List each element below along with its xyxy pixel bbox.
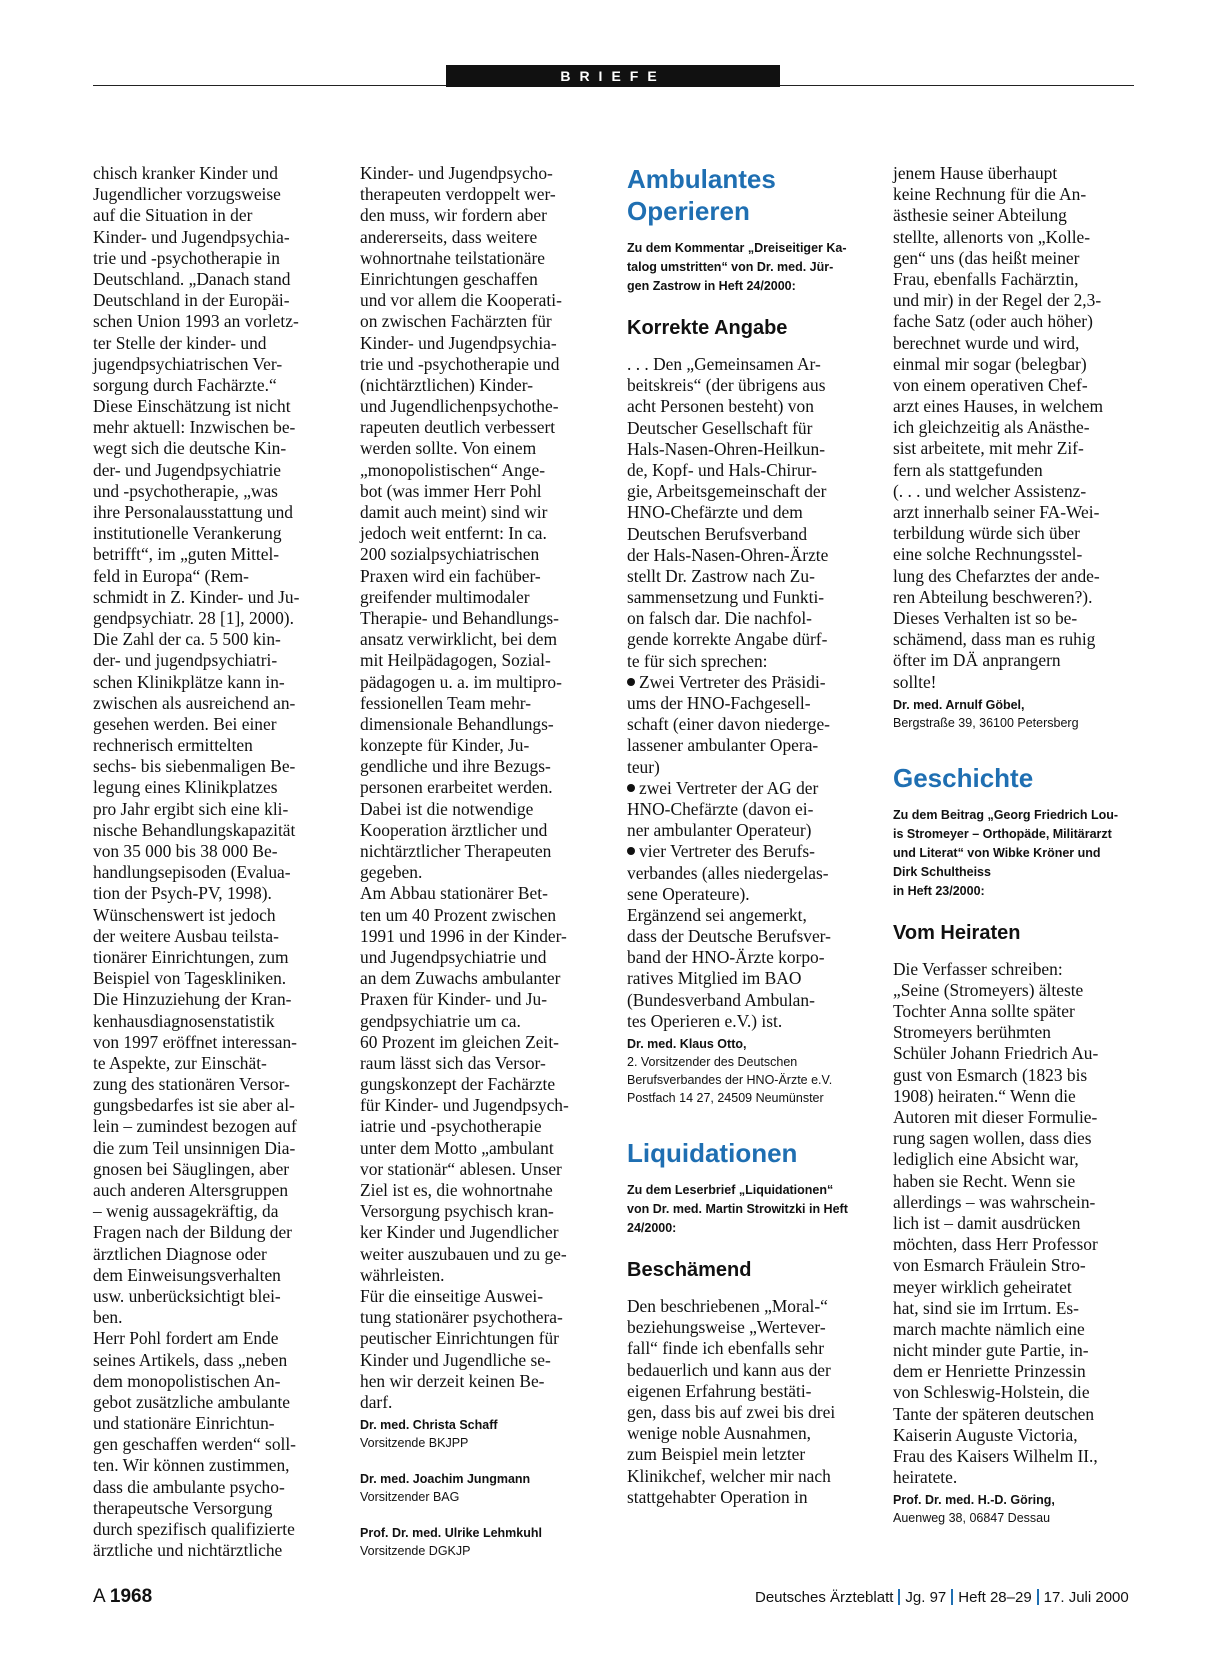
text-line: von 1997 eröffnet interessan-: [93, 1031, 297, 1052]
reference-line: von Dr. med. Martin Strowitzki in Heft: [627, 1202, 848, 1216]
text-line: möchten, dass Herr Professor: [893, 1234, 1098, 1255]
text-line: Jugendlicher vorzugsweise: [93, 184, 281, 205]
text-line: gendpsychiatrie um ca.: [360, 1010, 521, 1031]
section-title: Geschichte: [893, 762, 1034, 793]
bullet-text: sene Operateure).: [627, 883, 750, 904]
section-gap: [893, 732, 1137, 762]
text-line: Deutschland. „Danach stand: [93, 268, 291, 289]
text-line: dem monopolistischen An-: [93, 1370, 281, 1391]
bullet-line: [627, 714, 872, 735]
text-line: von 35 000 bis 38 000 Be-: [93, 841, 278, 861]
text-line: einmal mir sogar (belegbar): [893, 353, 1087, 374]
issue-date: 17. Juli 2000: [1043, 1589, 1129, 1606]
bullet-line: [627, 841, 872, 862]
text-line: Dabei ist die notwendige: [360, 798, 534, 819]
text-line: bot (was immer Herr Pohl: [360, 480, 542, 501]
section-reference: [893, 806, 1137, 901]
text-line: für Kinder- und Jugendpsych-: [360, 1095, 569, 1116]
bullet-text: schaft (einer davon niederge-: [627, 714, 830, 735]
text-line: . . . Den „Gemeinsamen Ar-: [627, 354, 821, 374]
text-line: pädagogen u. a. im multipro-: [360, 671, 562, 692]
text-line: der- und jugendpsychiatri-: [93, 650, 278, 671]
text-line: march machte nämlich eine: [893, 1318, 1085, 1339]
section-reference: [627, 239, 872, 296]
text-line: unter dem Motto „ambulant: [360, 1137, 554, 1158]
section-title: Operieren: [627, 196, 750, 226]
text-line: währleisten.: [360, 1264, 445, 1285]
text-line: tion der Psych-PV, 1998).: [93, 883, 272, 904]
text-line: beziehungsweise „Wertever-: [627, 1317, 826, 1338]
text-line: Die Verfasser schreiben:: [893, 958, 1063, 979]
bullet-text: ums der HNO-Fachgesell-: [627, 693, 811, 713]
text-line: sollte!: [893, 671, 937, 692]
text-line: handlungsepisoden (Evalua-: [93, 862, 291, 883]
text-line: de, Kopf- und Hals-Chirur-: [627, 459, 817, 480]
text-line: jedoch weit entfernt: In ca.: [360, 523, 547, 544]
signature-role: Vorsitzende BKJPP: [360, 1436, 469, 1451]
footer-separator: [898, 1589, 900, 1605]
journal-name: Deutsches Ärzteblatt: [755, 1589, 894, 1606]
signature-name: Dr. med. Arnulf Göbel,: [893, 697, 1025, 712]
text-line: lediglich eine Absicht war,: [893, 1149, 1079, 1170]
text-line: dimensionale Behandlungs-: [360, 713, 554, 734]
bullet-text: lassener ambulanter Opera-: [627, 735, 819, 756]
letter-headline: Beschämend: [627, 1259, 752, 1281]
text-line: dass die ambulante psycho-: [93, 1476, 285, 1497]
column-3: [627, 163, 872, 1508]
signature-address: Berufsverbandes der HNO-Ärzte e.V.: [627, 1073, 833, 1087]
bullet-text: Zwei Vertreter des Präsidi-: [639, 671, 826, 692]
text-line: rung sagen wollen, dass dies: [893, 1128, 1092, 1149]
text-line: ihre Personalausstattung und: [93, 502, 293, 522]
text-line: te für sich sprechen:: [627, 650, 768, 671]
reference-line: in Heft 23/2000:: [893, 883, 985, 898]
signature: [360, 1470, 602, 1506]
text-line: gendpsychiatr. 28 [1], 2000).: [93, 607, 294, 628]
text-line: Frau, ebenfalls Fachärztin,: [893, 268, 1079, 289]
footer-separator: [951, 1589, 953, 1605]
signature-name: Dr. med. Joachim Jungmann: [360, 1472, 531, 1487]
text-line: Einrichtungen geschaffen: [360, 268, 538, 289]
text-line: fache Satz (oder auch höher): [893, 311, 1093, 332]
text-line: ästhesie seiner Abteilung: [893, 205, 1067, 226]
text-line: band der HNO-Ärzte korpo-: [627, 947, 825, 968]
text-line: lung des Chefarztes der ande-: [893, 565, 1100, 586]
text-line: lich ist – damit ausdrücken: [893, 1212, 1081, 1233]
text-line: Deutschland in der Europäi-: [93, 290, 290, 311]
text-line: hat, sind sie im Irrtum. Es-: [893, 1297, 1079, 1318]
text-line: arzt eines Hauses, in welchem: [893, 396, 1104, 417]
text-line: tes Operieren e.V.) ist.: [627, 1010, 783, 1031]
text-line: und vor allem die Kooperati-: [360, 290, 562, 311]
text-line: gen geschaffen werden“ soll-: [93, 1434, 296, 1455]
text-line: dem er Henriette Prinzessin: [893, 1361, 1086, 1382]
signature-name: Prof. Dr. med. Ulrike Lehmkuhl: [360, 1526, 542, 1541]
section-title: Liquidationen: [627, 1138, 798, 1168]
text-line: wenige noble Ausnahmen,: [627, 1423, 812, 1444]
letter-headline: Vom Heiraten: [893, 921, 1021, 944]
bullet-line: [627, 693, 872, 714]
reference-line: talog umstritten“ von Dr. med. Jür-: [627, 260, 834, 274]
text-line: der- und Jugendpsychiatrie: [93, 459, 281, 480]
bullet-text: zwei Vertreter der AG der: [639, 777, 819, 798]
text-line: 200 sozialpsychiatrischen: [360, 544, 540, 565]
text-line: greifender multimodaler: [360, 586, 530, 607]
text-line: gesehen werden. Bei einer: [93, 713, 277, 734]
text-line: andererseits, dass weitere: [360, 226, 538, 247]
reference-line: Zu dem Beitrag „Georg Friedrich Lou-: [893, 807, 1119, 822]
text-line: Kinder- und Jugendpsycho-: [360, 163, 553, 183]
column-4: [893, 163, 1137, 1527]
bullet-line: [627, 672, 872, 693]
signature: [360, 1524, 602, 1560]
text-line: den muss, wir fordern aber: [360, 205, 547, 226]
text-line: stellte, allenorts von „Kolle-: [893, 226, 1091, 247]
reference-line: Zu dem Kommentar „Dreiseitiger Ka-: [627, 241, 847, 255]
text-line: Kaiserin Auguste Victoria,: [893, 1424, 1078, 1445]
text-line: Schüler Johann Friedrich Au-: [893, 1043, 1099, 1064]
text-line: (nichtärztlichen) Kinder-: [360, 374, 533, 395]
text-line: zung des stationären Versor-: [93, 1074, 290, 1095]
text-line: Kinder und Jugendliche se-: [360, 1349, 551, 1370]
text-line: betrifft“, im „guten Mittel-: [93, 544, 280, 565]
bullet-line: [627, 735, 872, 756]
text-line: Deutschen Berufsverband: [627, 523, 808, 544]
text-line: on zwischen Fachärzten für: [360, 311, 552, 332]
text-line: ärztliche und nichtärztliche: [93, 1540, 283, 1561]
text-line: usw. unberücksichtigt blei-: [93, 1285, 281, 1306]
text-line: Hals-Nasen-Ohren-Heilkun-: [627, 438, 825, 459]
text-line: ten. Wir können zustimmen,: [93, 1455, 290, 1476]
bullet-text: teur): [627, 756, 660, 777]
text-line: von einem operativen Chef-: [893, 374, 1088, 395]
text-line: und Jugendpsychiatrie und: [360, 946, 547, 967]
text-line: ren Abteilung beschweren?).: [893, 586, 1093, 607]
text-line: nichtärztlicher Therapeuten: [360, 841, 552, 861]
text-line: sechs- bis siebenmaligen Be-: [93, 756, 296, 777]
text-line: vor stationär“ ablesen. Unser: [360, 1158, 562, 1179]
signature-name: Prof. Dr. med. H.-D. Göring,: [893, 1493, 1055, 1508]
text-line: Praxen wird ein fachüber-: [360, 565, 541, 586]
text-line: gendliche und ihre Bezugs-: [360, 756, 551, 777]
text-line: – wenig aussagekräftig, da: [93, 1201, 279, 1222]
text-line: Kooperation ärztlicher und: [360, 819, 548, 840]
page-prefix: A: [93, 1586, 105, 1607]
text-line: stellt Dr. Zastrow nach Zu-: [627, 565, 815, 586]
text-line: Fragen nach der Bildung der: [93, 1222, 292, 1243]
text-line: der weitere Ausbau teilsta-: [93, 925, 279, 946]
text-line: Dieses Verhalten ist so be-: [893, 607, 1078, 628]
text-line: therapeuten verdoppelt wer-: [360, 184, 556, 205]
page-number: [93, 1586, 152, 1608]
text-line: arzt innerhalb seiner FA-Wei-: [893, 502, 1100, 522]
text-line: (Bundesverband Ambulan-: [627, 989, 815, 1010]
text-line: on falsch dar. Die nachfol-: [627, 608, 812, 629]
signature-address: Postfach 14 27, 24509 Neumünster: [627, 1091, 824, 1105]
text-line: institutionelle Verankerung: [93, 523, 282, 544]
bullet-icon: [627, 678, 635, 686]
text-line: ben.: [93, 1307, 123, 1328]
volume: Jg. 97: [905, 1589, 947, 1606]
bullet-line: [627, 757, 872, 778]
column-2: [360, 163, 602, 1578]
text-line: und stationäre Einrichtun-: [93, 1413, 275, 1434]
text-line: dem Einweisungsverhalten: [93, 1264, 281, 1285]
text-line: schämend, dass man es ruhig: [893, 629, 1096, 650]
text-line: Die Zahl der ca. 5 500 kin-: [93, 629, 281, 650]
text-line: rechnerisch ermittelten: [93, 735, 253, 756]
page-number-value: 1968: [109, 1586, 153, 1607]
text-line: ter Stelle der kinder- und: [93, 332, 267, 353]
text-line: fall“ finde ich ebenfalls sehr: [627, 1338, 825, 1359]
text-line: lein – zumindest bezogen auf: [93, 1116, 297, 1137]
text-line: jenem Hause überhaupt: [893, 163, 1058, 183]
text-line: darf.: [360, 1391, 393, 1412]
section-title: Ambulantes: [627, 164, 776, 194]
footer-separator: [1037, 1589, 1039, 1605]
text-line: der Hals-Nasen-Ohren-Ärzte: [627, 544, 829, 565]
text-line: sammensetzung und Funkti-: [627, 587, 825, 608]
text-line: Autoren mit dieser Formulie-: [893, 1107, 1098, 1127]
text-line: bedauerlich und kann aus der: [627, 1359, 831, 1380]
signature-name: Dr. med. Christa Schaff: [360, 1418, 498, 1433]
text-line: haben sie Recht. Wenn sie: [893, 1170, 1076, 1191]
bullet-icon: [627, 847, 635, 855]
text-line: peutischer Einrichtungen für: [360, 1328, 559, 1349]
signature: [360, 1416, 602, 1452]
reference-line: gen Zastrow in Heft 24/2000:: [627, 279, 796, 293]
bullet-text: verbandes (alles niedergelas-: [627, 862, 829, 883]
text-line: sorgung durch Fachärzte.“: [93, 374, 277, 395]
text-line: gust von Esmarch (1823 bis: [893, 1064, 1088, 1085]
section-reference: [627, 1181, 872, 1238]
text-line: öfter im DÄ anprangern: [893, 650, 1061, 671]
bullet-text: HNO-Chefärzte (davon ei-: [627, 798, 814, 819]
text-line: te Aspekte, zur Einschät-: [93, 1052, 267, 1073]
text-line: Die Hinzuziehung der Kran-: [93, 989, 292, 1010]
bullet-line: [627, 820, 872, 841]
text-line: gende korrekte Angabe dürf-: [627, 629, 828, 650]
text-line: tung stationärer psychothera-: [360, 1307, 563, 1328]
text-line: zum Beispiel mein letzter: [627, 1444, 806, 1465]
text-line: rapeuten deutlich verbessert: [360, 417, 556, 438]
text-line: gen“ uns (das heißt meiner: [893, 247, 1080, 268]
text-line: Deutscher Gesellschaft für: [627, 417, 813, 438]
text-line: acht Personen besteht) von: [627, 396, 814, 417]
text-line: keine Rechnung für die An-: [893, 184, 1087, 205]
text-line: Ergänzend sei angemerkt,: [627, 904, 807, 925]
signature-name: Dr. med. Klaus Otto,: [627, 1037, 747, 1051]
text-line: sist arbeitete, mit mehr Zif-: [893, 438, 1084, 459]
text-line: Herr Pohl fordert am Ende: [93, 1328, 279, 1349]
text-line: Therapie- und Behandlungs-: [360, 607, 559, 628]
text-line: „monopolistischen“ Ange-: [360, 459, 545, 480]
text-line: mit Heilpädagogen, Sozial-: [360, 650, 551, 671]
text-line: Diese Einschätzung ist nicht: [93, 396, 291, 417]
text-line: Wünschenswert ist jedoch: [93, 904, 276, 925]
text-line: nische Behandlungskapazität: [93, 819, 296, 840]
text-line: meyer wirklich geheiratet: [893, 1276, 1072, 1297]
text-line: tionärer Einrichtungen, zum: [93, 946, 289, 967]
text-line: legung eines Klinikplatzes: [93, 777, 278, 798]
text-line: schmidt in Z. Kinder- und Ju-: [93, 586, 300, 607]
text-line: zwischen als ausreichend an-: [93, 692, 296, 713]
reference-line: 24/2000:: [627, 1221, 677, 1235]
text-line: ärztlichen Diagnose oder: [93, 1243, 267, 1264]
text-line: beitskreis“ (der übrigens aus: [627, 375, 826, 396]
text-line: stattgehabter Operation in: [627, 1486, 808, 1507]
text-line: gebot zusätzliche ambulante: [93, 1391, 291, 1412]
bullet-line: [627, 799, 872, 820]
text-line: 1908) heiraten.“ Wenn die: [893, 1085, 1076, 1106]
letter-headline: Korrekte Angabe: [627, 317, 788, 339]
bullet-text: ner ambulanter Operateur): [627, 820, 812, 841]
text-line: 1991 und 1996 in der Kinder-: [360, 925, 567, 946]
text-line: und Jugendlichenpsychothe-: [360, 396, 559, 417]
text-line: dass der Deutsche Berufsver-: [627, 926, 831, 947]
text-line: von Schleswig-Holstein, die: [893, 1382, 1090, 1403]
text-line: HNO-Chefärzte und dem: [627, 502, 803, 523]
text-line: seines Artikels, dass „neben: [93, 1349, 288, 1370]
text-line: Versorgung psychisch kran-: [360, 1201, 554, 1222]
text-line: hen wir derzeit keinen Be-: [360, 1370, 545, 1391]
text-line: wohnortnahe teilstationäre: [360, 247, 545, 268]
text-line: (. . . und welcher Assistenz-: [893, 480, 1087, 501]
text-line: werden sollte. Von einem: [360, 438, 537, 459]
signature-address: 2. Vorsitzender des Deutschen: [627, 1055, 798, 1069]
text-line: gen, dass bis auf zwei bis drei: [627, 1401, 836, 1422]
text-line: „Seine (Stromeyers) älteste: [893, 979, 1084, 1000]
text-line: Klinikchef, welcher mir nach: [627, 1465, 831, 1486]
text-line: konzepte für Kinder, Ju-: [360, 735, 530, 756]
signature-role: Vorsitzende DGKJP: [360, 1544, 471, 1559]
text-line: berechnet wurde und wird,: [893, 332, 1080, 353]
reference-line: Zu dem Leserbrief „Liquidationen“: [627, 1183, 834, 1197]
text-line: eigenen Erfahrung bestäti-: [627, 1380, 812, 1401]
text-line: raum lässt sich das Versor-: [360, 1052, 546, 1073]
text-line: schen Union 1993 an vorletz-: [93, 311, 299, 332]
text-line: Am Abbau stationärer Bet-: [360, 883, 548, 904]
text-line: iatrie und -psychotherapie: [360, 1116, 542, 1137]
text-line: wegt sich die deutsche Kin-: [93, 438, 287, 459]
text-line: gegeben.: [360, 862, 423, 883]
text-line: feld in Europa“ (Rem-: [93, 565, 249, 586]
text-line: fessionellen Team mehr-: [360, 692, 531, 713]
journal-footer: [755, 1589, 1129, 1606]
text-line: trie und -psychotherapie in: [93, 247, 280, 268]
text-line: von Esmarch Fräulein Stro-: [893, 1255, 1086, 1276]
text-line: Kinder- und Jugendpsychia-: [93, 226, 290, 247]
text-line: Tante der späteren deutschen: [893, 1403, 1095, 1424]
text-line: ansatz verwirklicht, bei dem: [360, 629, 558, 650]
reference-line: is Stromeyer – Orthopäde, Militärarzt: [893, 826, 1112, 841]
text-line: und -psychotherapie, „was: [93, 480, 278, 501]
text-line: Praxen für Kinder- und Ju-: [360, 989, 548, 1010]
text-line: schen Klinikplätze kann in-: [93, 671, 285, 692]
text-line: heiratete.: [893, 1467, 958, 1488]
text-line: eine solche Rechnungsstel-: [893, 544, 1083, 565]
text-line: gnosen bei Säuglingen, aber: [93, 1158, 290, 1179]
text-line: therapeutsche Versorgung: [93, 1497, 273, 1518]
text-line: jugendpsychiatrischen Ver-: [93, 353, 283, 374]
bullet-line: [627, 863, 872, 884]
text-line: durch spezifisch qualifizierte: [93, 1519, 295, 1539]
text-line: auch anderen Altersgruppen: [93, 1180, 289, 1200]
column-1: [93, 163, 333, 1561]
text-line: 60 Prozent im gleichen Zeit-: [360, 1031, 559, 1052]
text-line: ker Kinder und Jugendlicher: [360, 1222, 559, 1243]
text-line: terbildung würde sich über: [893, 523, 1080, 544]
text-line: Kinder- und Jugendpsychia-: [360, 332, 557, 353]
text-line: und mir) in der Regel der 2,3-: [893, 290, 1102, 311]
text-line: gungsbedarfes ist sie aber al-: [93, 1095, 295, 1116]
signature-address: Auenweg 38, 06847 Dessau: [893, 1511, 1051, 1526]
text-line: Frau des Kaisers Wilhelm II.,: [893, 1446, 1098, 1466]
text-line: ten um 40 Prozent zwischen: [360, 904, 557, 925]
text-line: Tochter Anna sollte später: [893, 1001, 1075, 1022]
text-line: trie und -psychotherapie und: [360, 353, 560, 374]
signature-role: Vorsitzender BAG: [360, 1490, 460, 1505]
text-line: Stromeyers berühmten: [893, 1022, 1051, 1043]
bullet-line: [627, 884, 872, 905]
section-label: BRIEFE: [446, 65, 780, 87]
text-line: ich gleichzeitig als Anästhe-: [893, 417, 1090, 438]
text-line: nicht minder gute Partie, in-: [893, 1340, 1089, 1361]
text-line: fern als stattgefunden: [893, 459, 1043, 480]
text-line: personen erarbeitet werden.: [360, 777, 553, 798]
signature-address: Bergstraße 39, 36100 Petersberg: [893, 715, 1079, 730]
text-line: allerdings – was wahrschein-: [893, 1191, 1096, 1212]
section-gap: [627, 1107, 872, 1137]
issue: Heft 28–29: [958, 1589, 1032, 1606]
text-line: gungskonzept der Fachärzte: [360, 1074, 556, 1095]
text-line: chisch kranker Kinder und: [93, 163, 278, 183]
text-line: Beispiel von Tageskliniken.: [93, 968, 287, 989]
reference-line: Dirk Schultheiss: [893, 864, 991, 879]
text-line: ratives Mitglied im BAO: [627, 968, 802, 989]
bullet-text: vier Vertreter des Berufs-: [639, 841, 815, 862]
bullet-line: [627, 778, 872, 799]
text-line: auf die Situation in der: [93, 205, 253, 226]
text-line: Ziel ist es, die wohnortnahe: [360, 1180, 553, 1200]
text-line: mehr aktuell: Inzwischen be-: [93, 417, 296, 438]
text-line: Für die einseitige Auswei-: [360, 1285, 544, 1306]
text-line: weiter auszubauen und zu ge-: [360, 1243, 567, 1264]
text-line: die zum Teil unsinnigen Dia-: [93, 1137, 296, 1158]
bullet-icon: [627, 784, 635, 792]
text-line: Den beschriebenen „Moral-“: [627, 1296, 828, 1316]
reference-line: und Literat“ von Wibke Kröner und: [893, 845, 1101, 860]
text-line: gie, Arbeitsgemeinschaft der: [627, 481, 827, 502]
text-line: an dem Zuwachs ambulanter: [360, 968, 561, 989]
text-line: kenhausdiagnosenstatistik: [93, 1010, 275, 1031]
text-line: damit auch meint) sind wir: [360, 502, 548, 522]
text-line: pro Jahr ergibt sich eine kli-: [93, 798, 289, 819]
